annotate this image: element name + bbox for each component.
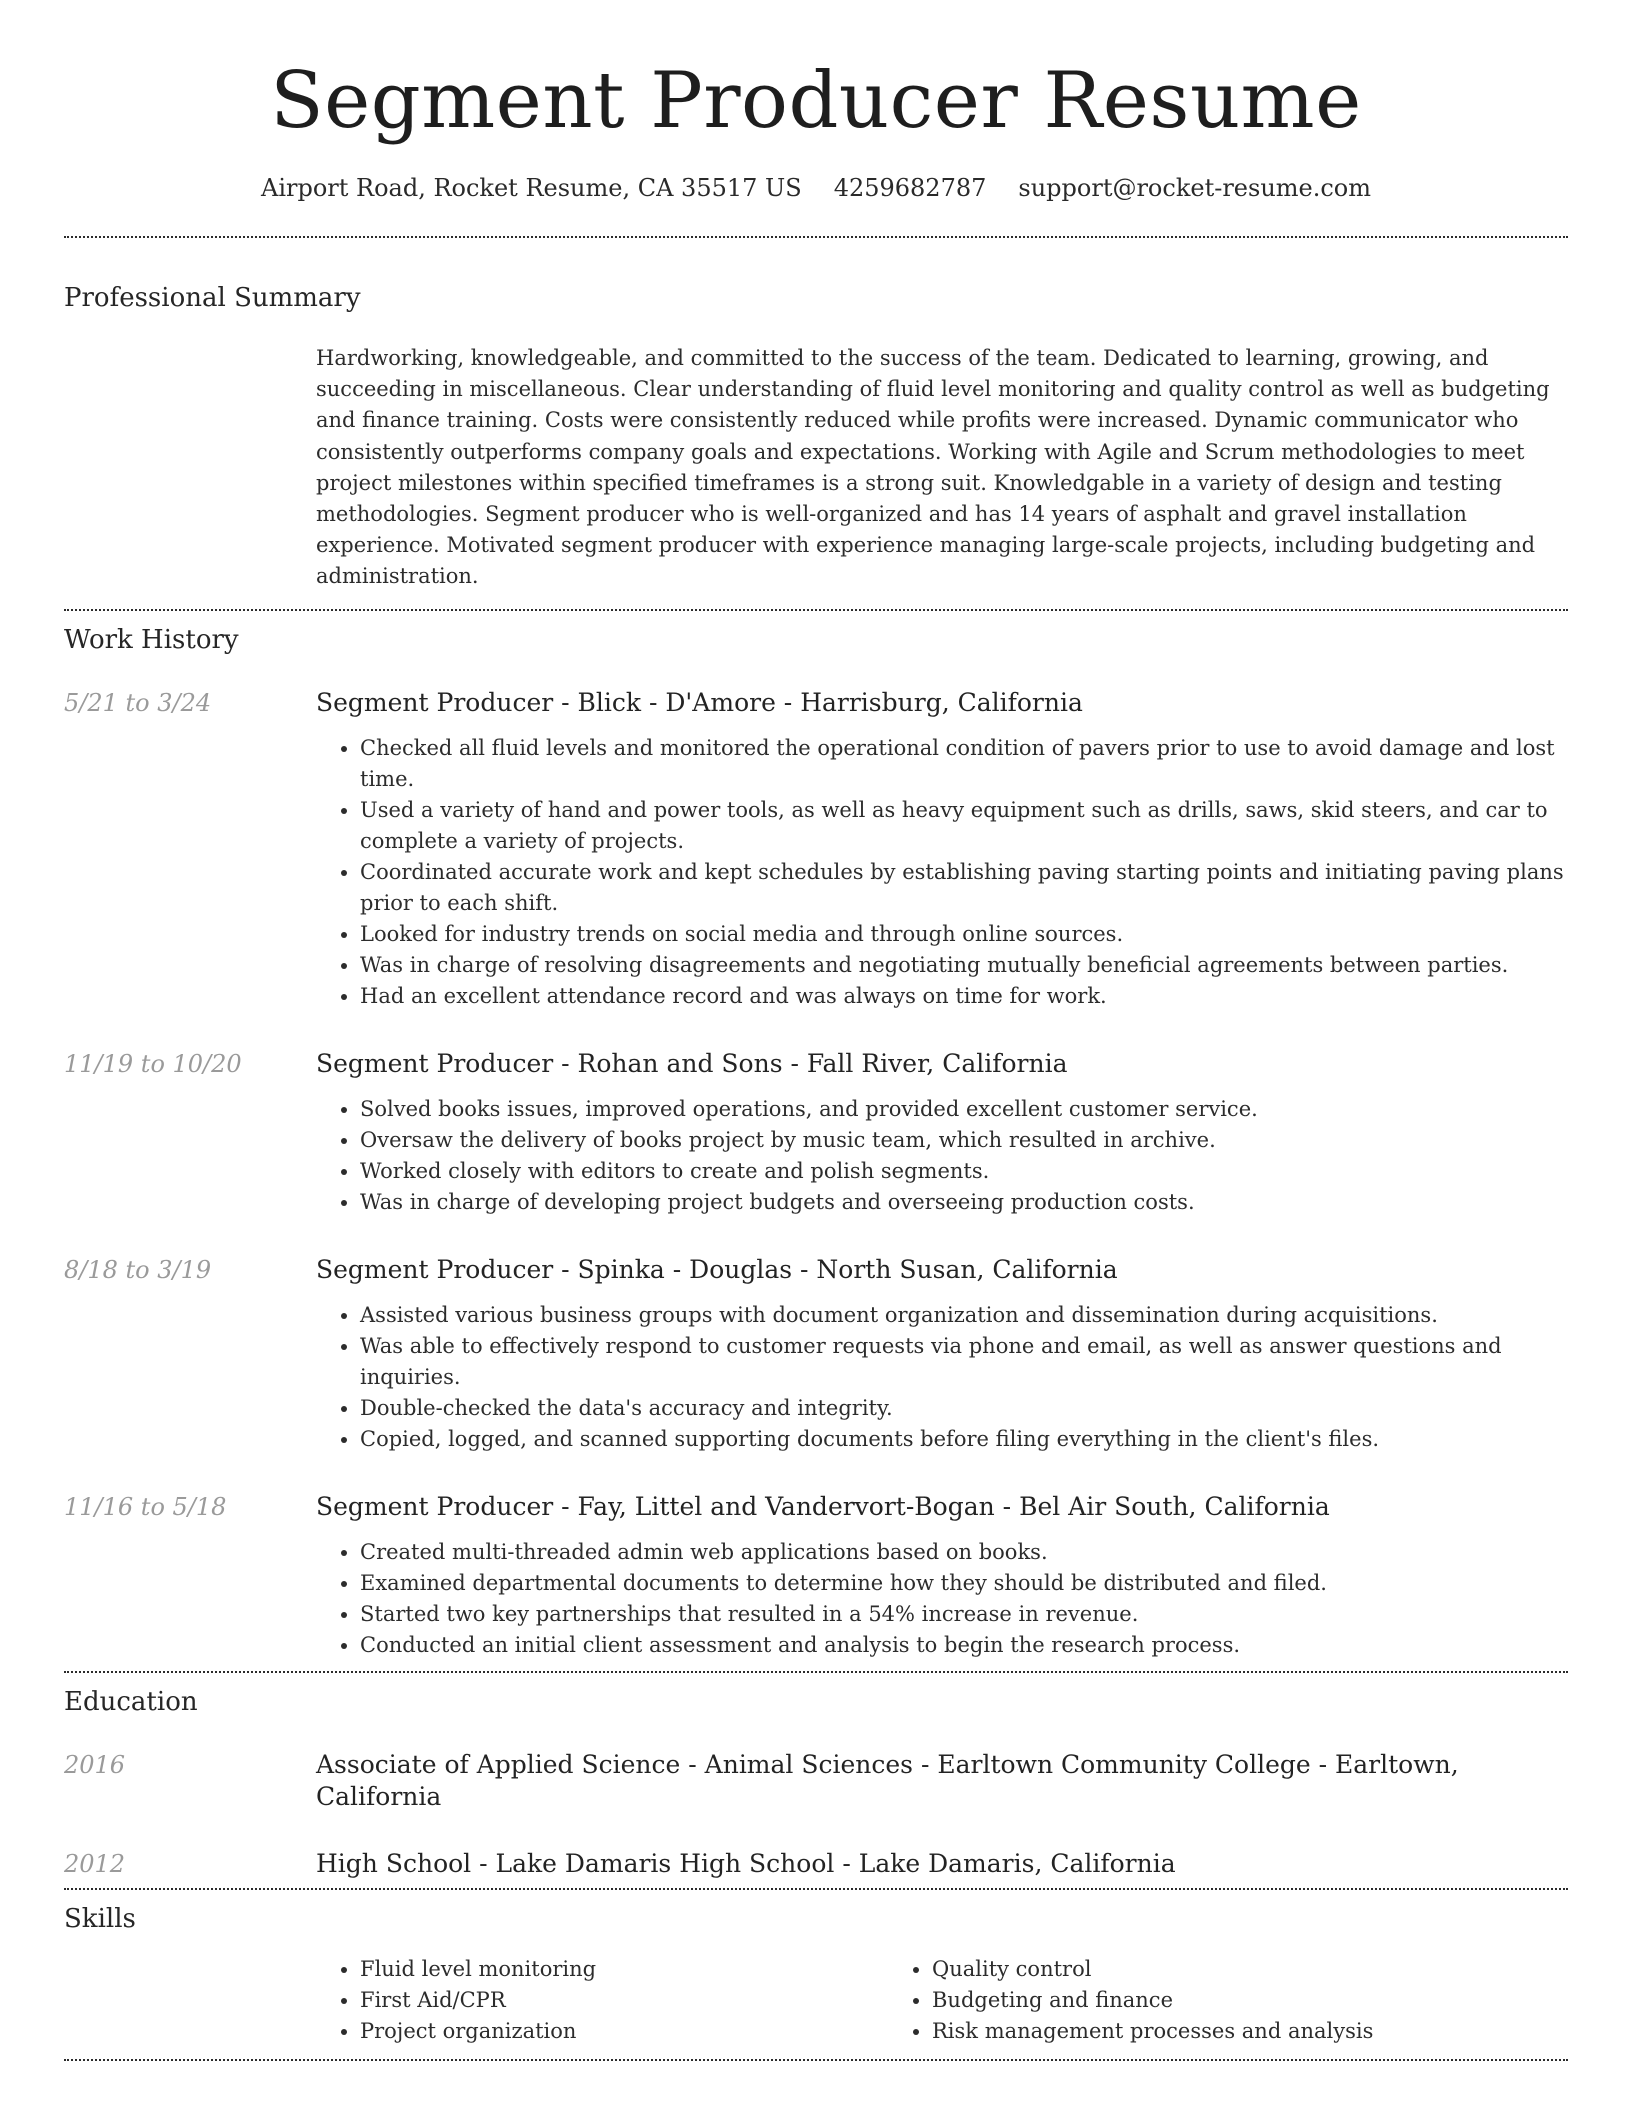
- work-entry-heading: Segment Producer - Spinka - Douglas - North Susan, California: [316, 1254, 1118, 1284]
- summary-divider: [64, 609, 1568, 611]
- work-entry-body: [316, 1254, 1568, 1455]
- work-divider: [64, 1671, 1568, 1673]
- list-item: • Budgeting and finance: [932, 1985, 1568, 2016]
- work-entry: [64, 687, 1568, 1012]
- list-item: • Checked all fluid levels and monitored the operational condition of pavers prior to use to avoid damage and lost time.: [360, 733, 1568, 795]
- list-item: • Risk management processes and analysis: [932, 2016, 1568, 2047]
- list-item: • Was able to effectively respond to customer requests via phone and email, as well as answer questions and inquiries.: [360, 1331, 1568, 1393]
- list-item: • Project organization: [360, 2016, 888, 2047]
- work-entry-bullets: [316, 733, 1568, 1012]
- list-item: • Assisted various business groups with document organization and dissemination during acquisitions.: [360, 1300, 1568, 1331]
- education-entry: [64, 1749, 1568, 1813]
- work-entry: [64, 1491, 1568, 1661]
- work-entry-bullets: [316, 1300, 1568, 1455]
- education-entry: [64, 1848, 1568, 1880]
- summary-section-title: Professional Summary: [64, 283, 361, 313]
- work-section-title: Work History: [64, 624, 239, 655]
- education-entry-body: [316, 1749, 1568, 1813]
- education-entry-date: 2012: [64, 1849, 126, 1878]
- list-item: • Copied, logged, and scanned supporting documents before filing everything in the client's files.: [360, 1424, 1568, 1455]
- contact-email: support@rocket-resume.com: [1018, 174, 1372, 202]
- summary-text: Hardworking, knowledgeable, and committed to the success of the team. Dedicated to learning, growing, and succeeding in miscellaneous. Clear understanding of fluid level monitoring and quality control as well as budgeting and finance training. Costs were consistently reduced while profits were increased. Dynamic communicator who consistently outperforms company goals and expectations. Working with Agile and Scrum methodologies to meet project milestones within specified timeframes is a strong suit. Knowledgable in a variety of design and testing methodologies. Segment producer who is well-organized and has 14 years of asphalt and gravel installation experience. Motivated segment producer with experience managing large-scale projects, including budgeting and administration.: [316, 346, 1550, 589]
- list-item: • Quality control: [932, 1954, 1568, 1985]
- education-entry-heading: High School - Lake Damaris High School - Lake Damaris, California: [316, 1848, 1176, 1878]
- list-item: • Coordinated accurate work and kept schedules by establishing paving starting points and initiating paving plans prior to each shift.: [360, 857, 1568, 919]
- work-entry: [64, 1048, 1568, 1218]
- list-item: • Used a variety of hand and power tools, as well as heavy equipment such as drills, saws, skid steers, and car to complete a variety of projects.: [360, 795, 1568, 857]
- work-entry-bullets: [316, 1537, 1568, 1661]
- work-entry-date: 11/19 to 10/20: [64, 1049, 242, 1078]
- list-item: • Fluid level monitoring: [360, 1954, 888, 1985]
- work-entry-body: [316, 1048, 1568, 1218]
- contact-address: Airport Road, Rocket Resume, CA 35517 US: [260, 174, 802, 202]
- work-entry-date: 5/21 to 3/24: [64, 688, 212, 717]
- work-entry-body: [316, 687, 1568, 1012]
- resume-title: Segment Producer Resume: [270, 56, 1362, 146]
- education-entry-heading: Associate of Applied Science - Animal Sciences - Earltown Community College - Earltown, California: [316, 1749, 1459, 1811]
- list-item: • Had an excellent attendance record and was always on time for work.: [360, 981, 1568, 1012]
- work-entry-date: 11/16 to 5/18: [64, 1492, 227, 1521]
- list-item: • Started two key partnerships that resulted in a 54% increase in revenue.: [360, 1599, 1568, 1630]
- work-entry-date: 8/18 to 3/19: [64, 1255, 212, 1284]
- contact-phone: 4259682787: [833, 174, 987, 202]
- list-item: • Oversaw the delivery of books project by music team, which resulted in archive.: [360, 1125, 1568, 1156]
- work-entry-body: [316, 1491, 1568, 1661]
- list-item: • Created multi-threaded admin web applications based on books.: [360, 1537, 1568, 1568]
- work-entry-heading: Segment Producer - Fay, Littel and Vandervort-Bogan - Bel Air South, California: [316, 1491, 1330, 1521]
- education-section-title: Education: [64, 1686, 198, 1717]
- list-item: • First Aid/CPR: [360, 1985, 888, 2016]
- list-item: • Solved books issues, improved operations, and provided excellent customer service.: [360, 1094, 1568, 1125]
- list-item: • Double-checked the data's accuracy and integrity.: [360, 1393, 1568, 1424]
- contact-line: [64, 176, 1568, 200]
- education-entry-body: [316, 1848, 1568, 1880]
- skills-divider: [64, 2059, 1568, 2061]
- work-entry-heading: Segment Producer - Rohan and Sons - Fall River, California: [316, 1048, 1068, 1078]
- list-item: • Worked closely with editors to create and polish segments.: [360, 1156, 1568, 1187]
- work-entry-bullets: [316, 1094, 1568, 1218]
- skills-grid: [316, 1954, 1568, 2047]
- list-item: • Conducted an initial client assessment and analysis to begin the research process.: [360, 1630, 1568, 1661]
- list-item: • Was in charge of resolving disagreements and negotiating mutually beneficial agreements between parties.: [360, 950, 1568, 981]
- header-divider: [64, 236, 1568, 238]
- education-divider: [64, 1888, 1568, 1890]
- skills-list-left: [316, 1954, 888, 2047]
- list-item: • Looked for industry trends on social media and through online sources.: [360, 919, 1568, 950]
- list-item: • Was in charge of developing project budgets and overseeing production costs.: [360, 1187, 1568, 1218]
- work-entry-heading: Segment Producer - Blick - D'Amore - Harrisburg, California: [316, 687, 1083, 717]
- list-item: • Examined departmental documents to determine how they should be distributed and filed.: [360, 1568, 1568, 1599]
- skills-section-title: Skills: [64, 1903, 136, 1934]
- skills-list-right: [888, 1954, 1568, 2047]
- education-entry-date: 2016: [64, 1750, 126, 1779]
- work-entry: [64, 1254, 1568, 1455]
